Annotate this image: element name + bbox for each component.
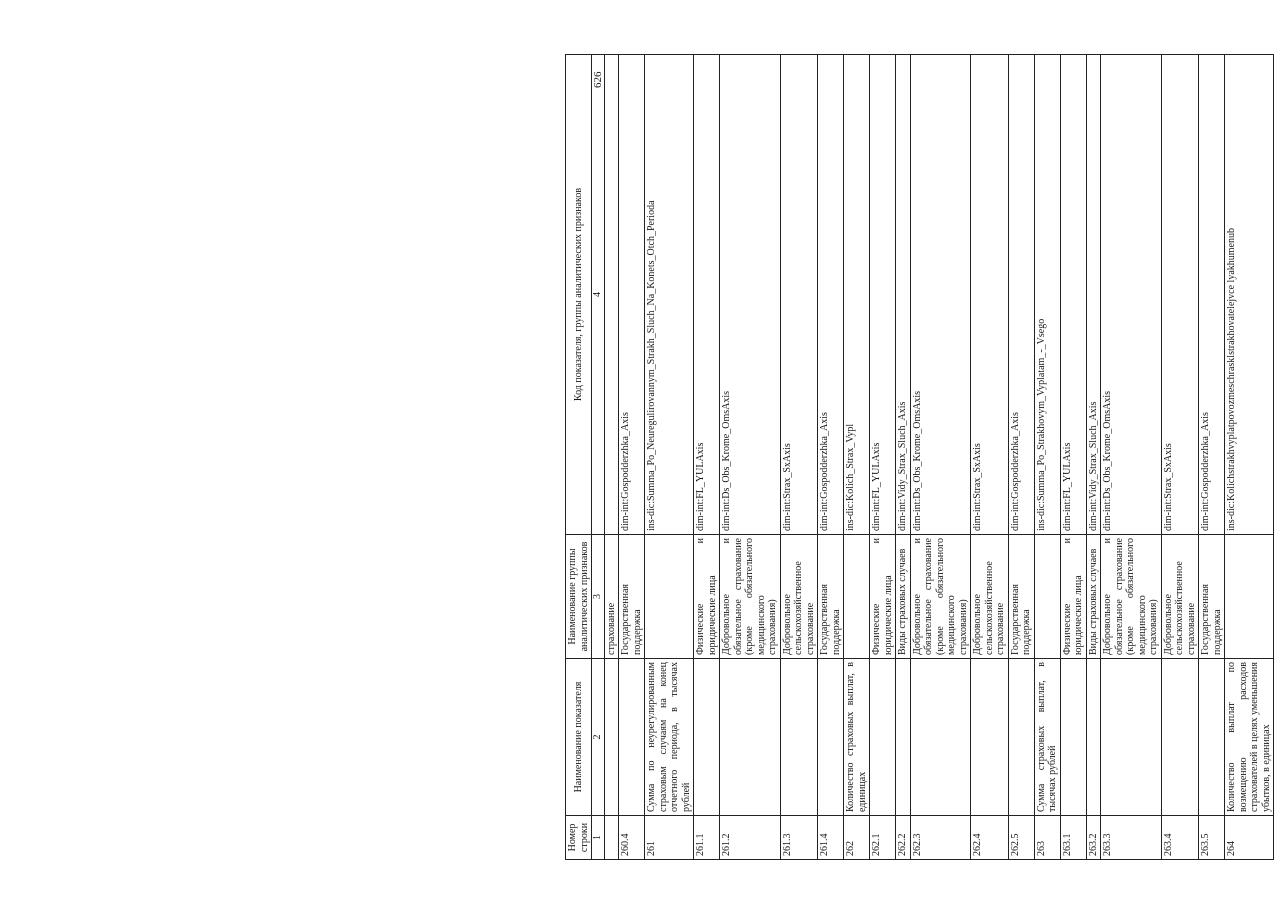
group-name-cell: Физические и юридические лица bbox=[694, 535, 720, 659]
row-number-cell: 262.3 bbox=[910, 816, 971, 860]
table-row bbox=[1199, 55, 1225, 860]
page-number: 626 bbox=[592, 71, 604, 88]
group-name-cell: Добровольное сельскохозяйственное страхование bbox=[780, 535, 818, 659]
table-body bbox=[604, 55, 1274, 860]
row-number-cell: 263.3 bbox=[1101, 816, 1162, 860]
column-number: 1 bbox=[592, 816, 605, 860]
column-number-row bbox=[592, 55, 605, 860]
row-number-cell: 262.1 bbox=[870, 816, 896, 860]
code-cell: dim-int:Ds_Obs_Krome_OmsAxis bbox=[720, 55, 781, 535]
table-row bbox=[896, 55, 911, 860]
group-name-cell: Добровольное сельскохозяйственное страхование bbox=[1161, 535, 1199, 659]
group-name-cell: Добровольное и обязательное страхование (кроме обязательного медицинского страхования) bbox=[910, 535, 971, 659]
row-number-cell: 263 bbox=[1034, 816, 1060, 860]
table-row bbox=[818, 55, 844, 860]
row-number-cell: 264 bbox=[1225, 816, 1274, 860]
indicator-name-cell: Сумма страховых выплат, в тысячах рублей bbox=[1034, 659, 1060, 816]
table-row bbox=[604, 55, 619, 860]
indicator-name-cell bbox=[619, 659, 645, 816]
group-name-cell bbox=[1034, 535, 1060, 659]
indicator-name-cell bbox=[694, 659, 720, 816]
table-row bbox=[780, 55, 818, 860]
indicator-name-cell bbox=[1060, 659, 1086, 816]
indicator-name-cell: Количество страховых выплат, в единицах bbox=[844, 659, 870, 816]
code-cell: dim-int:Gospodderzhka_Axis bbox=[1199, 55, 1225, 535]
code-cell: dim-int:FL_YULAxis bbox=[870, 55, 896, 535]
code-cell: ins-dic:Kolichstrakhvyplatpovozmeschrasklstrakhovatelejvce lyakhumenub bbox=[1225, 55, 1274, 535]
row-number-cell: 261.2 bbox=[720, 816, 781, 860]
table-row bbox=[1161, 55, 1199, 860]
group-name-cell bbox=[645, 535, 694, 659]
row-number-cell: 263.1 bbox=[1060, 816, 1086, 860]
group-name-cell: Виды страховых случаев bbox=[896, 535, 911, 659]
indicator-name-cell bbox=[1086, 659, 1101, 816]
indicator-name-cell bbox=[1199, 659, 1225, 816]
code-cell: ins-dic:Summa_Po_Neuregulirovannym_Strakh_Sluch_Na_Konets_Otch_Perioda bbox=[645, 55, 694, 535]
group-name-cell: Государственная поддержка bbox=[1008, 535, 1034, 659]
code-cell: dim-int:Strax_SxAxis bbox=[1161, 55, 1199, 535]
row-number-cell: 262 bbox=[844, 816, 870, 860]
code-cell: dim-int:Vidy_Strax_Sluch_Axis bbox=[896, 55, 911, 535]
group-name-cell: Добровольное и обязательное страхование (кроме обязательного медицинского страхования) bbox=[720, 535, 781, 659]
group-name-cell bbox=[844, 535, 870, 659]
indicator-name-cell bbox=[1101, 659, 1162, 816]
table-row bbox=[870, 55, 896, 860]
indicator-name-cell bbox=[1161, 659, 1199, 816]
table-row bbox=[1034, 55, 1060, 860]
group-name-cell: Добровольное сельскохозяйственное страхование bbox=[971, 535, 1009, 659]
table-row bbox=[645, 55, 694, 860]
row-number-cell bbox=[604, 816, 619, 860]
table-row bbox=[971, 55, 1009, 860]
code-cell: dim-int:Gospodderzhka_Axis bbox=[619, 55, 645, 535]
row-number-cell: 263.2 bbox=[1086, 816, 1101, 860]
code-cell: dim-int:Ds_Obs_Krome_OmsAxis bbox=[910, 55, 971, 535]
indicator-name-cell bbox=[818, 659, 844, 816]
header-indicator-name: Наименование показателя bbox=[566, 659, 592, 816]
indicator-name-cell: Количество выплат по возмещению расходов страхователей в целях уменьшения убытков, в единицах bbox=[1225, 659, 1274, 816]
indicator-name-cell bbox=[896, 659, 911, 816]
table-header-row bbox=[566, 55, 592, 860]
table-row bbox=[910, 55, 971, 860]
group-name-cell: Виды страховых случаев bbox=[1086, 535, 1101, 659]
row-number-cell: 261.4 bbox=[818, 816, 844, 860]
row-number-cell: 262.4 bbox=[971, 816, 1009, 860]
table-row bbox=[1225, 55, 1274, 860]
group-name-cell: Физические и юридические лица bbox=[870, 535, 896, 659]
indicator-name-cell: Сумма по неурегулированным страховым случаям на конец отчетного периода, в тысячах рублей bbox=[645, 659, 694, 816]
group-name-cell: Государственная поддержка bbox=[1199, 535, 1225, 659]
group-name-cell bbox=[1225, 535, 1274, 659]
group-name-cell: Добровольное и обязательное страхование (кроме обязательного медицинского страхования) bbox=[1101, 535, 1162, 659]
row-number-cell: 260.4 bbox=[619, 816, 645, 860]
header-code: Код показателя, группы аналитических признаков bbox=[566, 55, 592, 535]
code-cell: dim-int:Ds_Obs_Krome_OmsAxis bbox=[1101, 55, 1162, 535]
header-group-name: Наименование группы аналитических признаков bbox=[566, 535, 592, 659]
row-number-cell: 261.3 bbox=[780, 816, 818, 860]
header-row-number: Номер строки bbox=[566, 816, 592, 860]
indicator-name-cell bbox=[870, 659, 896, 816]
group-name-cell: страхование bbox=[604, 535, 619, 659]
indicator-name-cell bbox=[910, 659, 971, 816]
row-number-cell: 262.5 bbox=[1008, 816, 1034, 860]
code-cell bbox=[604, 55, 619, 535]
group-name-cell: Физические и юридические лица bbox=[1060, 535, 1086, 659]
table-row bbox=[1101, 55, 1162, 860]
indicator-name-cell bbox=[971, 659, 1009, 816]
row-number-cell: 262.2 bbox=[896, 816, 911, 860]
table-row bbox=[619, 55, 645, 860]
code-cell: ins-dic:Summa_Po_Strakhovym_Vyplatam_-_Vsego bbox=[1034, 55, 1060, 535]
table-row bbox=[1008, 55, 1034, 860]
row-number-cell: 263.5 bbox=[1199, 816, 1225, 860]
row-number-cell: 261 bbox=[645, 816, 694, 860]
table-row bbox=[1086, 55, 1101, 860]
column-number: 4 bbox=[592, 55, 605, 535]
code-cell: dim-int:Gospodderzhka_Axis bbox=[1008, 55, 1034, 535]
code-cell: dim-int:Strax_SxAxis bbox=[971, 55, 1009, 535]
column-number: 3 bbox=[592, 535, 605, 659]
group-name-cell: Государственная поддержка bbox=[619, 535, 645, 659]
code-cell: dim-int:FL_YULAxis bbox=[1060, 55, 1086, 535]
indicator-name-cell bbox=[780, 659, 818, 816]
indicator-table bbox=[565, 54, 1274, 860]
code-cell: ins-dic:Kolich_Strax_Vypl bbox=[844, 55, 870, 535]
code-cell: dim-int:Gospodderzhka_Axis bbox=[818, 55, 844, 535]
row-number-cell: 261.1 bbox=[694, 816, 720, 860]
code-cell: dim-int:Strax_SxAxis bbox=[780, 55, 818, 535]
table-row bbox=[1060, 55, 1086, 860]
code-cell: dim-int:FL_YULAxis bbox=[694, 55, 720, 535]
indicator-name-cell bbox=[1008, 659, 1034, 816]
indicator-name-cell bbox=[720, 659, 781, 816]
row-number-cell: 263.4 bbox=[1161, 816, 1199, 860]
indicator-name-cell bbox=[604, 659, 619, 816]
group-name-cell: Государственная поддержка bbox=[818, 535, 844, 659]
code-cell: dim-int:Vidy_Strax_Sluch_Axis bbox=[1086, 55, 1101, 535]
column-number: 2 bbox=[592, 659, 605, 816]
rotated-page bbox=[565, 55, 1272, 860]
table-row bbox=[720, 55, 781, 860]
table-row bbox=[844, 55, 870, 860]
table-row bbox=[694, 55, 720, 860]
